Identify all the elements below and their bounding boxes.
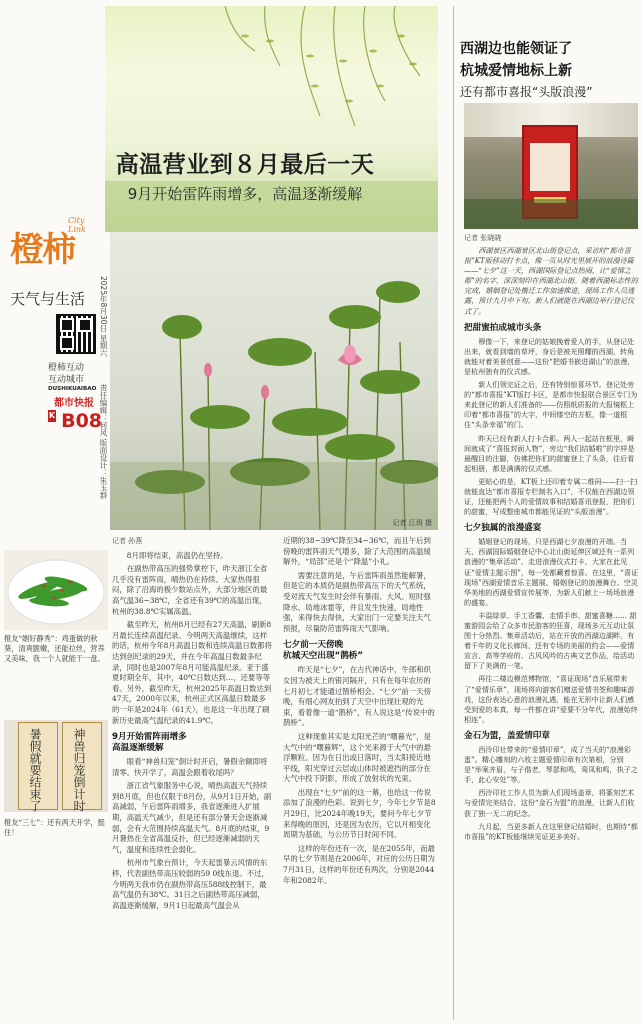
date-line: 2025年8月30日 星期六 xyxy=(99,276,108,357)
logo-text: 橙柿 xyxy=(10,230,74,270)
article-paragraph: 这种现象其实是太阳光芒的“曙暮光”，是大气中的“曙暮辉”，这个光来源于大气中的悬浮颗粒。因为在日出或日落时，当太阳接近地平线，阳光穿过云层或山体时被遮挡的部分在大气中投下阴影，形成了放射状的光束。 xyxy=(283,731,431,784)
editor-line: 责任编辑：何凤 版面设计：朱玉群 xyxy=(99,384,108,499)
paper-name: 都市快报 xyxy=(54,398,94,409)
side-photo-caption: 西湖景区西湖景区北山街登记点，采访时“都市喜报”KT版移动打卡点，像一页从时光里展开的浪漫诗篇——“七夕”这一天，西湖国际登记点热闹，让“爱情之都”的名字，深深刻印在西湖北山街。随着西湖标志性的完成，婚姻登记处搬迁工作加速推进，现场工作人员透露，预计九月中下旬，新人们就能在西湖边举行登记仪式了。 xyxy=(464,246,638,316)
slogan-1: 橙柿互动 xyxy=(48,363,85,373)
main-article-col-2 xyxy=(283,536,437,1022)
page-number: B08 xyxy=(61,410,103,432)
article-paragraph: 出现在“七夕”前的这一幕，也给这一传说添加了浪漫的色彩。说到七夕，今年七夕节是8月29日，比2024年晚19天，要问今年七夕节来得晚的原因，还是因为农历，它以月相变化周期为基础，与公历节日时间不同。 xyxy=(283,787,436,840)
masthead xyxy=(8,214,108,514)
article-paragraph: 需要注意的是，午后雷阵雨虽然能解暑，但是它的本质仍是副热带高压下的天气系统，受对流天气发生时会伴有暴雨、大风、短时强降水、局地冰雹等，并且发生快速，局地性强，来得快去得快，大家出门一定要关注天气预报，尽量防范雷阵雨天气影响。 xyxy=(283,570,431,633)
side-paragraph: 穆像一下，来登记的姑娘挽着爱人的手，从登记处出来，就看到墙的草坪，身后是被光照耀的西湖，转角就能对着美景创意——这份“把婚书嵌进湖山”的浪漫，是杭州独有的仪式感。 xyxy=(464,336,635,376)
side-paragraph: 西泠印社工作人员为新人们现场盖章，将篆刻艺术与爱情完美结合，这份“金石为盟”的浪漫，让新人们收获了独一无二的纪念。 xyxy=(464,788,635,818)
okra-caption: 橙友“姻好静秀”：鸡蛋做的秋葵，清爽脆嫩，还能拉丝，营养又美味，我一个人就能干一盘。 xyxy=(4,634,105,663)
main-headline xyxy=(60,146,430,204)
side-subheading: 七夕独属的浪漫盛宴 xyxy=(464,523,542,534)
okra-photo xyxy=(4,550,108,630)
side-paragraph: 丰溢绿草、手工香囊、走情手串、甜蜜喜糖…… 甜蜜游园会给了众多市民游客的狂喜，现场多元互动让氛围十分热烈。集章活动后，站在开放的西湖边湖畔，有着千年的文化长廊间，还有专场的美丽的约会——爱情宣言、高等学府的、古风风吟的古典文艺作品，给活动留下了美满的一笔。 xyxy=(464,610,637,671)
sticks-caption: 橙友“三七”：还有两天开学，挺住！ xyxy=(4,818,105,837)
photo-credit: 记者 江玥 摄 xyxy=(392,519,432,527)
side-photo-credit: 记者 张晓晓 xyxy=(464,234,502,242)
lotus-graphic xyxy=(110,232,438,530)
logo-en: City Link xyxy=(68,216,86,234)
article-paragraph: 截至昨天，杭州8月已经有27天高温，刷新8月最长连续高温纪录。今明两天高温继续，这样的话，杭州今年8月高温日数和连续高温日数都将达到创纪录的29天，并在今年高温日数最多纪录，同时也是2007年8月可能高温纪录。亚于盛夏时期全年，其中，40℃日数达到…，还要等等看。另外，截至昨天，杭州2025年高温日数达到47天，2000年以来，杭州正式区高温日数最多的一年是2024年（61天），也是这一年出现了刷新历史最高气温纪录的41.9℃。 xyxy=(112,620,272,725)
side-paragraph: 更贴心的是，KT板上还印着专属二维码——扫一扫就能直达“都市喜报专栏制名入口”，不仅能在西湖边领证，还能把两个人的爱情故事和结婚喜讯登报，把你们的甜蜜，写成整座城市都能见证的“头版浪漫”。 xyxy=(464,476,638,517)
side-title-2: 杭城爱情地标上新 xyxy=(460,63,572,79)
side-article xyxy=(460,38,638,100)
article-subheading: 9月开始雷阵雨增多 高温逐渐缓解 xyxy=(112,732,187,754)
article-paragraph: 在副热带高压的强势掌控下，昨天浙江全省几乎没有雷阵雨，晴热仍在持续。大家热得很闷，除了沿海的极少数站点外，大部分地区的最高气温36~38℃，全省还有39℃的高温出现，杭州的38.8℃实属高温。 xyxy=(112,564,268,616)
side-paragraph: 西泠印社带来的“爱情印章”，成了当天的“浪漫彩蛋”。精心雕刻的六枚主题爱情印章有次第相，分别是“举案齐眉，与子偕老，琴瑟和鸣，鸾凤和鸣，执子之手，此心安处”等。 xyxy=(464,744,638,785)
article-paragraph: 8月即将结束，高温仍在坚持。 xyxy=(126,550,228,560)
article-paragraph: 这样的年份还有一次，是在2055年，而最早的七夕节则是在2006年，对应的公历日期为7月31日，这样的年份还有两次，分别是2044年和2082年。 xyxy=(283,843,435,885)
article-paragraph: 昨天是“七夕”，在古代神话中，牛郎和织女因为被天上的银河隔开，只有在每年农历的七月初七才能通过鹊桥相会。“七夕”前一天傍晚，有细心网友拍到了天空中出现壮观的光束，看着像一道“鹊桥”，有人说这是“传说中的鹊桥”。 xyxy=(283,665,435,728)
side-subheading: 把甜蜜拍成城市头条 xyxy=(464,322,542,333)
side-paragraph: 新人们领完证之后，还有特别惊喜环节。登记处旁的“都市喜报”KT版打卡区，是都市快报联合景区专门为来此登记的新人们准备的——仿照纸质报的大报镜框上印着“都市喜报”的大字，中间镂空的方框，像一道框住“头条幸福”的门。 xyxy=(464,380,638,430)
page-number-badge xyxy=(48,410,102,432)
qr-code[interactable] xyxy=(56,314,96,354)
article-paragraph: 杭州市气象台预计，今天起雷暴云风情的东移，代表副热带高压较弱的59 0线东退。不过，今明两天我市仍在副热带高压588线控制下，最高气温仍有38℃。31日之后副热带高压减弱，高温逐渐缓解，9月1日起最高气温会从 xyxy=(112,858,269,910)
section-label: 天气与生活 xyxy=(10,290,86,308)
article-subheading: 七夕前一天傍晚 杭城天空出现“鹊桥” xyxy=(283,640,364,662)
side-article-body xyxy=(464,246,640,1022)
article-paragraph: 近期的38~39℃降至34~36℃，而且午后到傍晚的雷阵雨天气增多，除了大范围的高温缓解外，“局部”还是个“降温”小礼。 xyxy=(283,536,431,567)
stick-text-1: 暑假就要结束了 xyxy=(28,728,42,812)
article-byline: 记者 孙燕 xyxy=(112,537,143,545)
article-paragraph: 眼看“神兽归笼”倒计时开启，暑假余额即将清零。快开学了，高温会跟着收尾吗？ xyxy=(112,757,268,777)
k-icon: K xyxy=(48,411,56,420)
okra-dish-graphic xyxy=(4,550,108,630)
side-paragraph: 九月起，当更多新人在这里登记结婚时，也期待“都市喜报”的KT板能继续见证更多美好。 xyxy=(464,821,638,841)
side-title-1: 西湖边也能领证了 xyxy=(460,41,572,57)
sticks-photo xyxy=(4,720,108,812)
paper-pinyin: DUSHIKUAIBAO xyxy=(48,386,97,392)
page-subtitle: 9月开始雷阵雨增多，高温逐渐缓解 xyxy=(127,185,363,203)
article-paragraph: 浙江省气象服务中心说，晴热高温天气持续到8月底，但也仅限于8月份，从9月1日开始，副高减弱，午后雷阵雨增多，我省逐渐进入扩展期，高温天气减少，但是还有部分暑天会逐渐减弱，会有大范围持续高温天气。8月底的结束，9月暑热在全省高温反扑，但已经逐渐减弱的天气，温度和连续性会弱化。 xyxy=(112,781,272,854)
slogan-2: 互动城市 xyxy=(48,375,85,385)
main-article-col-1 xyxy=(112,536,272,1022)
side-paragraph: 再往二楼边模范博物馆，“喜证现场”音乐展带来了“爱情乐章”，现场将向游客们赠送爱情书签和趣味游戏，这份表达心意的浪漫礼遇，能在无形中让新人们感受到爱的本真，每一件都在讲“爱要不分年代，浪漫始终相连”。 xyxy=(464,674,638,724)
page-title: 高温营业到８月最后一天 xyxy=(115,152,375,178)
side-paragraph: 昨天已经有新人打卡合影。两人一起站在框里，瞬间就成了“喜报封面人物”，旁边“我们结婚啦”的字样是最醒目的注脚，仿佛把你们的甜蜜登上了头条，往后看起相册，都是满满的仪式感。 xyxy=(464,433,635,473)
stick-text-2: 神兽归笼倒计时 xyxy=(72,728,86,812)
lotus-photo xyxy=(110,232,438,530)
side-subheading: 金石为盟，盖爱情印章 xyxy=(464,730,550,741)
side-article-divider xyxy=(453,6,454,1020)
side-subtitle: 还有都市喜报“头版浪漫” xyxy=(460,85,593,99)
side-paragraph: 婚姻登记的现场，只是西湖七夕浪漫的开端。当天，西湖国际婚姻登记中心北山街延伸区域还有一系列浪漫的“集章活动”，走进浪漫仪式打卡，大家在此见证“爱情主题示图”，每一处都藏着惊喜。在这里，“喜证现场”西湖爱情音乐主题展、婚姻登记的浪漫舞台、空灵华美地的西湖爱情宣传展等，为新人们献上一场场浪漫的盛宴。 xyxy=(464,537,639,607)
logo xyxy=(10,214,94,286)
side-photo xyxy=(464,103,638,229)
